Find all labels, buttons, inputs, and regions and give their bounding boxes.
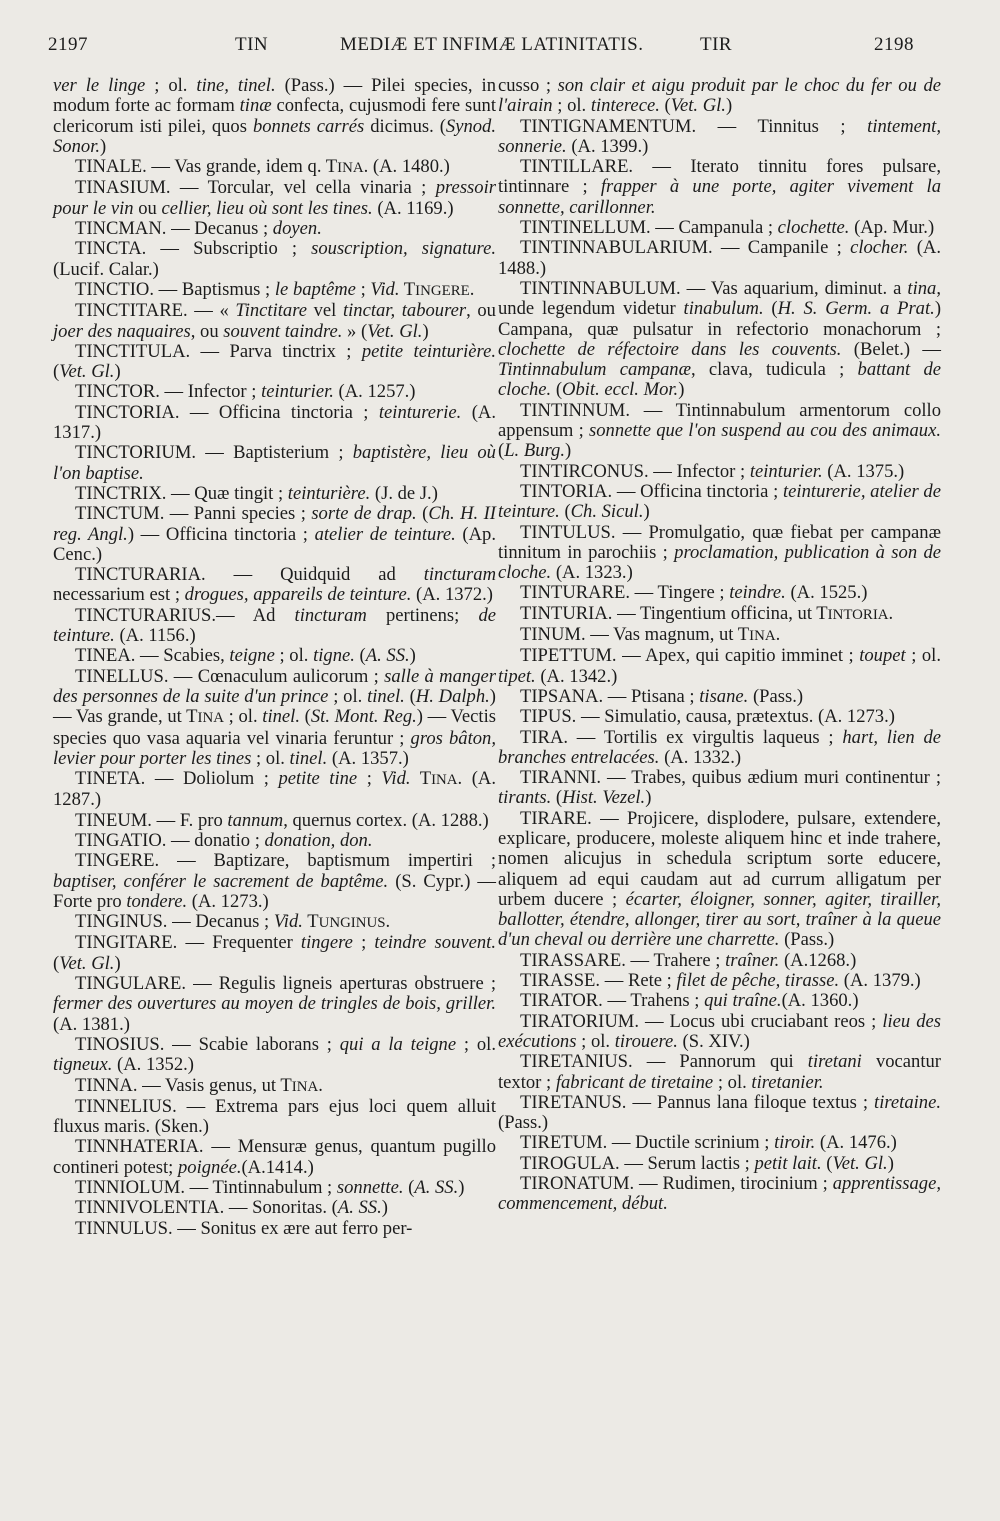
dictionary-entry: TINGULARE. — Regulis ligneis aperturas obstruere ; fermer des ouvertures au moyen de tringles de bois, griller. (A. 1381.) — [53, 973, 496, 1035]
dictionary-entry: TIROGULA. — Serum lactis ; petit lait. (Vet. Gl.) — [520, 1152, 894, 1174]
dictionary-entry: cusso ; son clair et aigu produit par le choc du fer ou de l'airain ; ol. tinterece. (Vet. Gl.) — [498, 75, 941, 117]
dictionary-entry: TINTINNABULUM. — Vas aquarium, diminut. a tina, unde legendum videtur tinabulum. (H. S. Germ. a Prat.) Campana, quæ pulsatur in refectorio monachorum ; clochette de réfectoire dans les couvents. (Belet.) — Tintinnabulum campanæ, clava, tudicula ; battant de cloche. (Obit. eccl. Mor.) — [498, 277, 942, 401]
dictionary-entry: TINCTRIX. — Quæ tingit ; teinturière. (J. de J.) — [75, 482, 438, 504]
dictionary-entry: TIRARE. — Projicere, displodere, pulsare, extendere, explicare, producere, moleste aliquem hinc et inde trahere, nomen alicujus in schedula scriptum sorte educere, aliquem ad equi caudam aut ad currum alligatum per urbem ducere ; écarter, éloigner, sonner, agiter, tirailler, ballotter, étendre, allonger, tirer au sort, traîner à la queue d'un cheval ou derrière une charrette. (Pass.) — [498, 807, 941, 951]
dictionary-entry: TINELLUS. — Cœnaculum aulicorum ; salle à manger des personnes de la suite d'un prince ; ol. tinel. (H. Dalph.) — Vas grande, ut TINA ; ol. tinel. (St. Mont. Reg.) — Vectis species quo vasa aquaria vel vinaria feruntur ; gros bâton, levier pour porter les tines ; ol. tinel. (A. 1357.) — [53, 665, 496, 769]
guide-word-right: TIR — [700, 34, 733, 55]
dictionary-entry: TINNA. — Vasis genus, ut TINA. — [75, 1074, 323, 1096]
dictionary-entry: TIRASSE. — Rete ; filet de pêche, tirasse. (A. 1379.) — [520, 970, 921, 992]
dictionary-entry: TINCTORIA. — Officina tinctoria ; teinturerie. (A. 1317.) — [53, 401, 496, 444]
dictionary-entry: ver le linge ; ol. tine, tinel. (Pass.) — Pilei species, in modum forte ac formam tinæ confecta, cujusmodi fere sunt clericorum isti pilei, quos bonnets carrés dicimus. (Synod. Sonor.) — [53, 75, 496, 157]
dictionary-entry: TINTILLARE. — Iterato tinnitu fores pulsare, tintinnare ; frapper à une porte, agiter vivement la sonnette, carillonner. — [498, 156, 941, 218]
dictionary-entry: TINCTORIUM. — Baptisterium ; baptistère, lieu où l'on baptise. — [53, 442, 496, 484]
dictionary-entry: TINCTURARIUS.— Ad tincturam pertinens; de teinture. (A. 1156.) — [53, 604, 496, 647]
dictionary-entry: TIRASSARE. — Trahere ; traîner. (A.1268.) — [520, 949, 857, 971]
page-header — [0, 34, 1000, 64]
dictionary-entry: TINCMAN. — Decanus ; doyen. — [75, 218, 322, 240]
dictionary-entry: TIRETANIUS. — Pannorum qui tiretani vocantur textor ; fabricant de tiretaine ; ol. tiretanier. — [498, 1051, 941, 1093]
dictionary-entry: TINEA. — Scabies, teigne ; ol. tigne. (A. SS.) — [75, 645, 416, 667]
dictionary-entry: TINOSIUS. — Scabie laborans ; qui a la teigne ; ol. tigneux. (A. 1352.) — [53, 1033, 496, 1076]
dictionary-entry: TINTULUS. — Promulgatio, quæ fiebat per campanæ tinnitum in parochiis ; proclamation, publication à son de cloche. (A. 1323.) — [498, 521, 941, 584]
dictionary-entry: TINGINUS. — Decanus ; Vid. TUNGINUS. — [75, 911, 391, 933]
dictionary-entry: TIRATOR. — Trahens ; qui traîne.(A. 1360.) — [520, 990, 859, 1012]
dictionary-entry: TINTORIA. — Officina tinctoria ; teinturerie, atelier de teinture. (Ch. Sicul.) — [498, 480, 941, 523]
left-column — [53, 76, 496, 1239]
dictionary-entry: TINTIGNAMENTUM. — Tinnitus ; tintement, sonnerie. (A. 1399.) — [498, 115, 941, 157]
running-title: MEDIÆ ET INFIMÆ LATINITATIS. — [340, 34, 644, 55]
dictionary-entry: TINTINNABULARIUM. — Campanile ; clocher. (A. 1488.) — [498, 237, 941, 279]
dictionary-entry: TINTIRCONUS. — Infector ; teinturier. (A. 1375.) — [520, 460, 905, 482]
dictionary-entry: TIPUS. — Simulatio, causa, prætextus. (A. 1273.) — [520, 706, 895, 728]
dictionary-entry: TINTURIA. — Tingentium officina, ut TINTORIA. — [520, 602, 894, 624]
dictionary-entry: TINCTA. — Subscriptio ; souscription, signature. (Lucif. Calar.) — [53, 238, 496, 280]
dictionary-entry: TINTINELLUM. — Campanula ; clochette. (Ap. Mur.) — [520, 217, 935, 239]
dictionary-entry: TIRETANUS. — Pannus lana filoque textus ; tiretaine. (Pass.) — [498, 1091, 941, 1134]
dictionary-entry: TINCTITARE. — « Tinctitare vel tinctar, tabourer, ou joer des naquaires, ou souvent taindre. » (Vet. Gl.) — [53, 300, 496, 342]
dictionary-entry: TIRONATUM. — Rudimen, tirocinium ; apprentissage, commencement, début. — [498, 1173, 941, 1215]
dictionary-entry: TINEUM. — F. pro tannum, quernus cortex. (A. 1288.) — [75, 809, 489, 831]
dictionary-entry: TINTURARE. — Tingere ; teindre. (A. 1525.) — [520, 582, 868, 604]
dictionary-entry: TIPETTUM. — Apex, qui capitio imminet ; toupet ; ol. tipet. (A. 1342.) — [498, 645, 941, 687]
dictionary-entry: TIRANNI. — Trabes, quibus ædium muri continentur ; tirants. (Hist. Vezel.) — [498, 767, 941, 809]
dictionary-entry: TIRETUM. — Ductile scrinium ; tiroir. (A. 1476.) — [520, 1132, 897, 1154]
dictionary-entry: TINNULUS. — Sonitus ex ære aut ferro per- — [75, 1217, 413, 1239]
dictionary-entry: TINNIOLUM. — Tintinnabulum ; sonnette. (A. SS.) — [75, 1177, 465, 1199]
dictionary-entry: TINTINNUM. — Tintinnabulum armentorum collo appensum ; sonnette que l'on suspend au cou des animaux. (L. Burg.) — [498, 399, 941, 462]
dictionary-entry: TINALE. — Vas grande, idem q. TINA. (A. 1480.) — [75, 156, 450, 178]
dictionary-entry: TINNELIUS. — Extrema pars ejus loci quem alluit fluxus maris. (Sken.) — [53, 1095, 496, 1138]
dictionary-entry: TINNIVOLENTIA. — Sonoritas. (A. SS.) — [75, 1197, 388, 1219]
dictionary-entry: TINETA. — Doliolum ; petite tine ; Vid. TINA. (A. 1287.) — [53, 768, 496, 811]
guide-word-left: TIN — [235, 34, 269, 55]
dictionary-entry: TIPSANA. — Ptisana ; tisane. (Pass.) — [520, 685, 804, 707]
dictionary-entry: TINASIUM. — Torcular, vel cella vinaria ; pressoir pour le vin ou cellier, lieu où sont les tines. (A. 1169.) — [53, 177, 496, 219]
dictionary-entry: TINCTIO. — Baptismus ; le baptême ; Vid. TINGERE. — [75, 278, 475, 300]
page-number-left: 2197 — [48, 34, 88, 55]
dictionary-entry: TIRA. — Tortilis ex virgultis laqueus ; hart, lien de branches entrelacées. (A. 1332.) — [498, 726, 941, 768]
dictionary-entry: TINCTITULA. — Parva tinctrix ; petite teinturière. (Vet. Gl.) — [53, 340, 496, 383]
dictionary-entry: TINNHATERIA. — Mensuræ genus, quantum pugillo contineri potest; poignée.(A.1414.) — [53, 1136, 496, 1178]
dictionary-entry: TINCTUM. — Panni species ; sorte de drap. (Ch. H. II reg. Angl.) — Officina tinctoria ; atelier de teinture. (Ap. Cenc.) — [53, 503, 496, 565]
dictionary-entry: TINGERE. — Baptizare, baptismum impertiri ; baptiser, conférer le sacrement de baptême. (S. Cypr.) — Forte pro tondere. (A. 1273.) — [53, 850, 496, 912]
right-column — [498, 76, 941, 1215]
dictionary-entry: TINCTOR. — Infector ; teinturier. (A. 1257.) — [75, 381, 416, 403]
dictionary-entry: TINUM. — Vas magnum, ut TINA. — [520, 624, 781, 646]
dictionary-entry: TIRATORIUM. — Locus ubi cruciabant reos ; lieu des exécutions ; ol. tirouere. (S. XIV.) — [498, 1010, 941, 1052]
dictionary-entry: TINGITARE. — Frequenter tingere ; teindre souvent. (Vet. Gl.) — [53, 932, 496, 974]
page-number-right: 2198 — [874, 34, 914, 55]
dictionary-entry: TINCTURARIA. — Quidquid ad tincturam necessarium est ; drogues, appareils de teinture. (A. 1372.) — [53, 564, 496, 606]
dictionary-entry: TINGATIO. — donatio ; donation, don. — [75, 829, 373, 851]
